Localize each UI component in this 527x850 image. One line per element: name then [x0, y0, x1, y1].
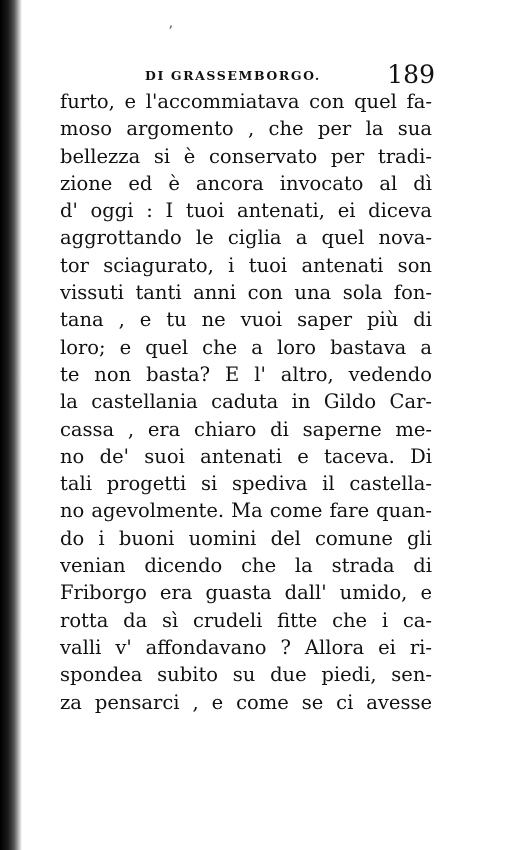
text-line: spondea subito su due piedi, sen- [60, 663, 432, 687]
text-line: te non basta? E l' altro, vedendo [60, 362, 432, 386]
text-line: loro; e quel che a loro bastava a [60, 335, 432, 359]
text-line: vissuti tanti anni con una sola fon- [60, 281, 432, 305]
text-line: zione ed è ancora invocato al dì [60, 171, 432, 195]
running-head: DI GRASSEMBORGO. [145, 68, 321, 83]
text-line: aggrottando le ciglia a quel nova- [60, 226, 432, 250]
page-header [145, 60, 435, 90]
book-spine-shadow [0, 0, 22, 850]
text-line: Friborgo era guasta dall' umido, e [60, 581, 432, 605]
page-number: 189 [387, 60, 435, 89]
text-line: no de' suoi antenati e taceva. Di [60, 444, 432, 468]
text-line: furto, e l'accommiatava con quel fa- [60, 90, 432, 113]
text-line: la castellania caduta in Gildo Car- [60, 390, 432, 414]
text-line: venian dicendo che la strada di [60, 554, 432, 578]
text-line: do i buoni uomini del comune gli [60, 526, 432, 550]
stray-ink-mark: ʼ [168, 24, 173, 40]
text-line: rotta da sì crudeli fitte che i ca- [60, 608, 432, 632]
text-line: moso argomento , che per la sua [60, 117, 432, 141]
text-line: tali progetti si spediva il castella- [60, 472, 432, 496]
body-text [60, 88, 432, 716]
text-line: tana , e tu ne vuoi saper più di [60, 308, 432, 332]
text-line: bellezza si è conservato per tradi- [60, 144, 432, 168]
text-line: cassa , era chiaro di saperne me- [60, 417, 432, 441]
text-line: tor sciagurato, i tuoi antenati son [60, 253, 432, 277]
text-line: no agevolmente. Ma come fare quan- [60, 499, 432, 523]
text-line: za pensarci , e come se ci avesse [60, 690, 432, 714]
text-line: valli v' affondavano ? Allora ei ri- [60, 635, 432, 659]
text-line: d' oggi : I tuoi antenati, ei diceva [60, 199, 432, 223]
